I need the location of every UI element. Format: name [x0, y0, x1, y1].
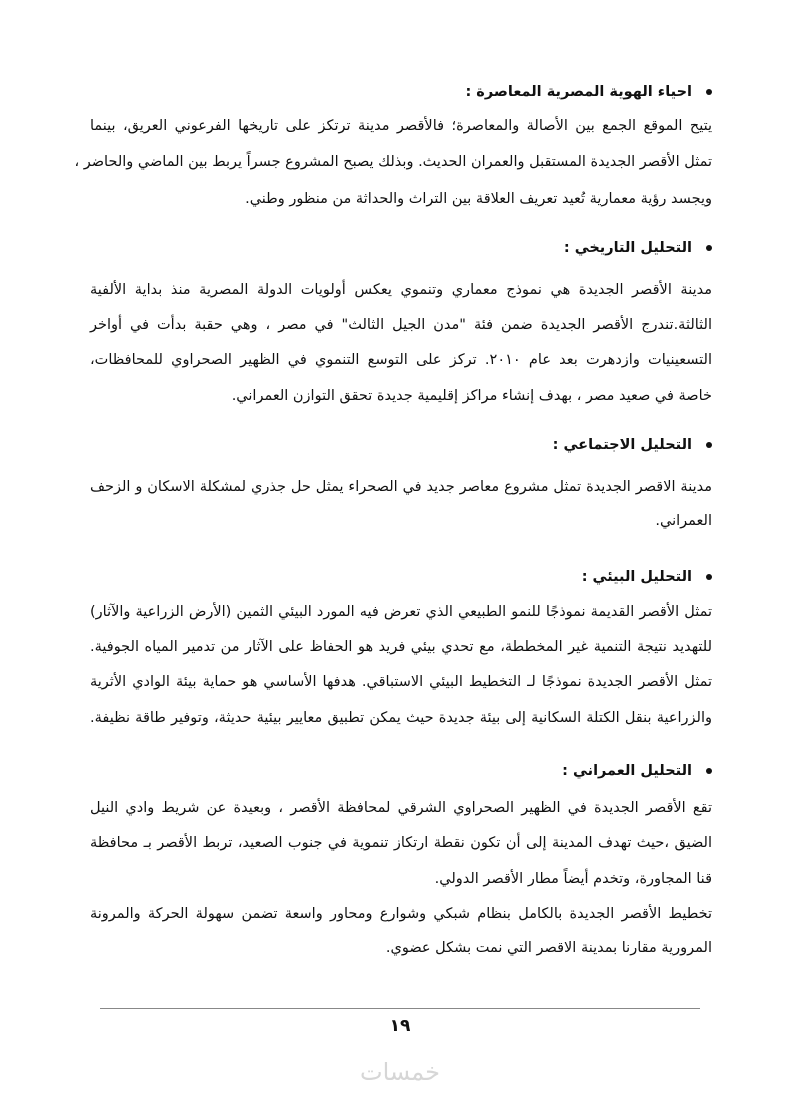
- section-heading: [564, 238, 712, 258]
- bullet-icon: [706, 89, 712, 95]
- paragraph-line: الثالثة.تندرج الأقصر الجديدة ضمن فئة "مدن الجيل الثالث" في مصر ، وهي حقبة بدأت في أواخر: [90, 317, 712, 333]
- section-heading: [553, 435, 712, 455]
- paragraph-line: ويجسد رؤية معمارية تُعيد تعريف العلاقة بين التراث والحداثة من منظور وطني.: [245, 191, 712, 207]
- paragraph-line: يتيح الموقع الجمع بين الأصالة والمعاصرة؛ فالأقصر مدينة ترتكز على تاريخها الفرعوني العريق، بينما: [90, 118, 712, 134]
- paragraph-line: تمثل الأقصر القديمة نموذجًا للنمو الطبيعي الذي تعرض فيه المورد البيئي الثمين (الأرض الزراعية والآثار): [90, 604, 712, 620]
- heading-text: التحليل الاجتماعي :: [552, 437, 692, 453]
- section-heading: [562, 761, 712, 781]
- paragraph-line: تخطيط الأقصر الجديدة بالكامل بنظام شبكي وشوارع ومحاور واسعة تضمن سهولة الحركة والمرونة: [90, 906, 712, 922]
- heading-text: التحليل العمراني :: [562, 763, 692, 779]
- paragraph-line: الضيق ،حيث تهدف المدينة إلى أن تكون نقطة ارتكاز تنموية في جنوب الصعيد، تربط الأقصر بـ محافظة: [90, 835, 712, 851]
- paragraph-line: تمثل الأقصر الجديدة المستقبل والعمران الحديث. وبذلك يصبح المشروع جسراً يربط بين الماضي والحاضر ،: [74, 154, 712, 170]
- paragraph-line: خاصة في صعيد مصر ، بهدف إنشاء مراكز إقليمية جديدة تحقق التوازن العمراني.: [231, 388, 712, 404]
- paragraph-line: تمثل الأقصر الجديدة نموذجًا لـ التخطيط البيئي الاستباقي. هدفها الأساسي هو حماية بيئة الوادي الأثرية: [90, 674, 712, 690]
- paragraph-line: قنا المجاورة، وتخدم أيضاً مطار الأقصر الدولي.: [434, 871, 712, 887]
- paragraph-line: مدينة الاقصر الجديدة تمثل مشروع معاصر جديد في الصحراء يمثل حل جذري لمشكلة الاسكان و الزحف: [90, 479, 712, 495]
- paragraph-line: التسعينيات وازدهرت بعد عام ٢٠١٠. تركز على التوسع التنموي في الظهير الصحراوي للمحافظات،: [90, 352, 712, 368]
- heading-text: التحليل البيئي :: [581, 569, 692, 585]
- paragraph-line: مدينة الأقصر الجديدة هي نموذج معماري وتنموي يعكس أولويات الدولة المصرية منذ بداية الألفية: [90, 282, 712, 298]
- bullet-icon: [706, 768, 712, 774]
- paragraph-line: المرورية مقارنا بمدينة الاقصر التي نمت بشكل عضوي.: [385, 940, 712, 956]
- section-heading: [465, 82, 712, 102]
- bullet-icon: [706, 442, 712, 448]
- watermark-logo: خمسات: [359, 1058, 441, 1086]
- page-number: ١٩: [389, 1016, 411, 1036]
- heading-text: احياء الهوية المصرية المعاصرة :: [465, 84, 692, 100]
- paragraph-line: والزراعية بنقل الكتلة السكانية إلى بيئة جديدة حيث يمكن تطبيق معايير بيئية حديثة، وتوفير طاقة نظيفة.: [90, 710, 712, 726]
- paragraph-line: للتهديد نتيجة التنمية غير المخططة، مع تحدي بيئي فريد هو الحفاظ على الآثار من تدمير المياه الجوفية.: [90, 639, 712, 655]
- bullet-icon: [706, 245, 712, 251]
- paragraph-line: تقع الأقصر الجديدة في الظهير الصحراوي الشرقي لمحافظة الأقصر ، وبعيدة عن شريط وادي النيل: [90, 800, 712, 816]
- footer-divider: [100, 1008, 700, 1009]
- bullet-icon: [706, 574, 712, 580]
- section-heading: [582, 567, 712, 587]
- heading-text: التحليل التاريخي :: [563, 240, 692, 256]
- paragraph-line: العمراني.: [655, 513, 712, 529]
